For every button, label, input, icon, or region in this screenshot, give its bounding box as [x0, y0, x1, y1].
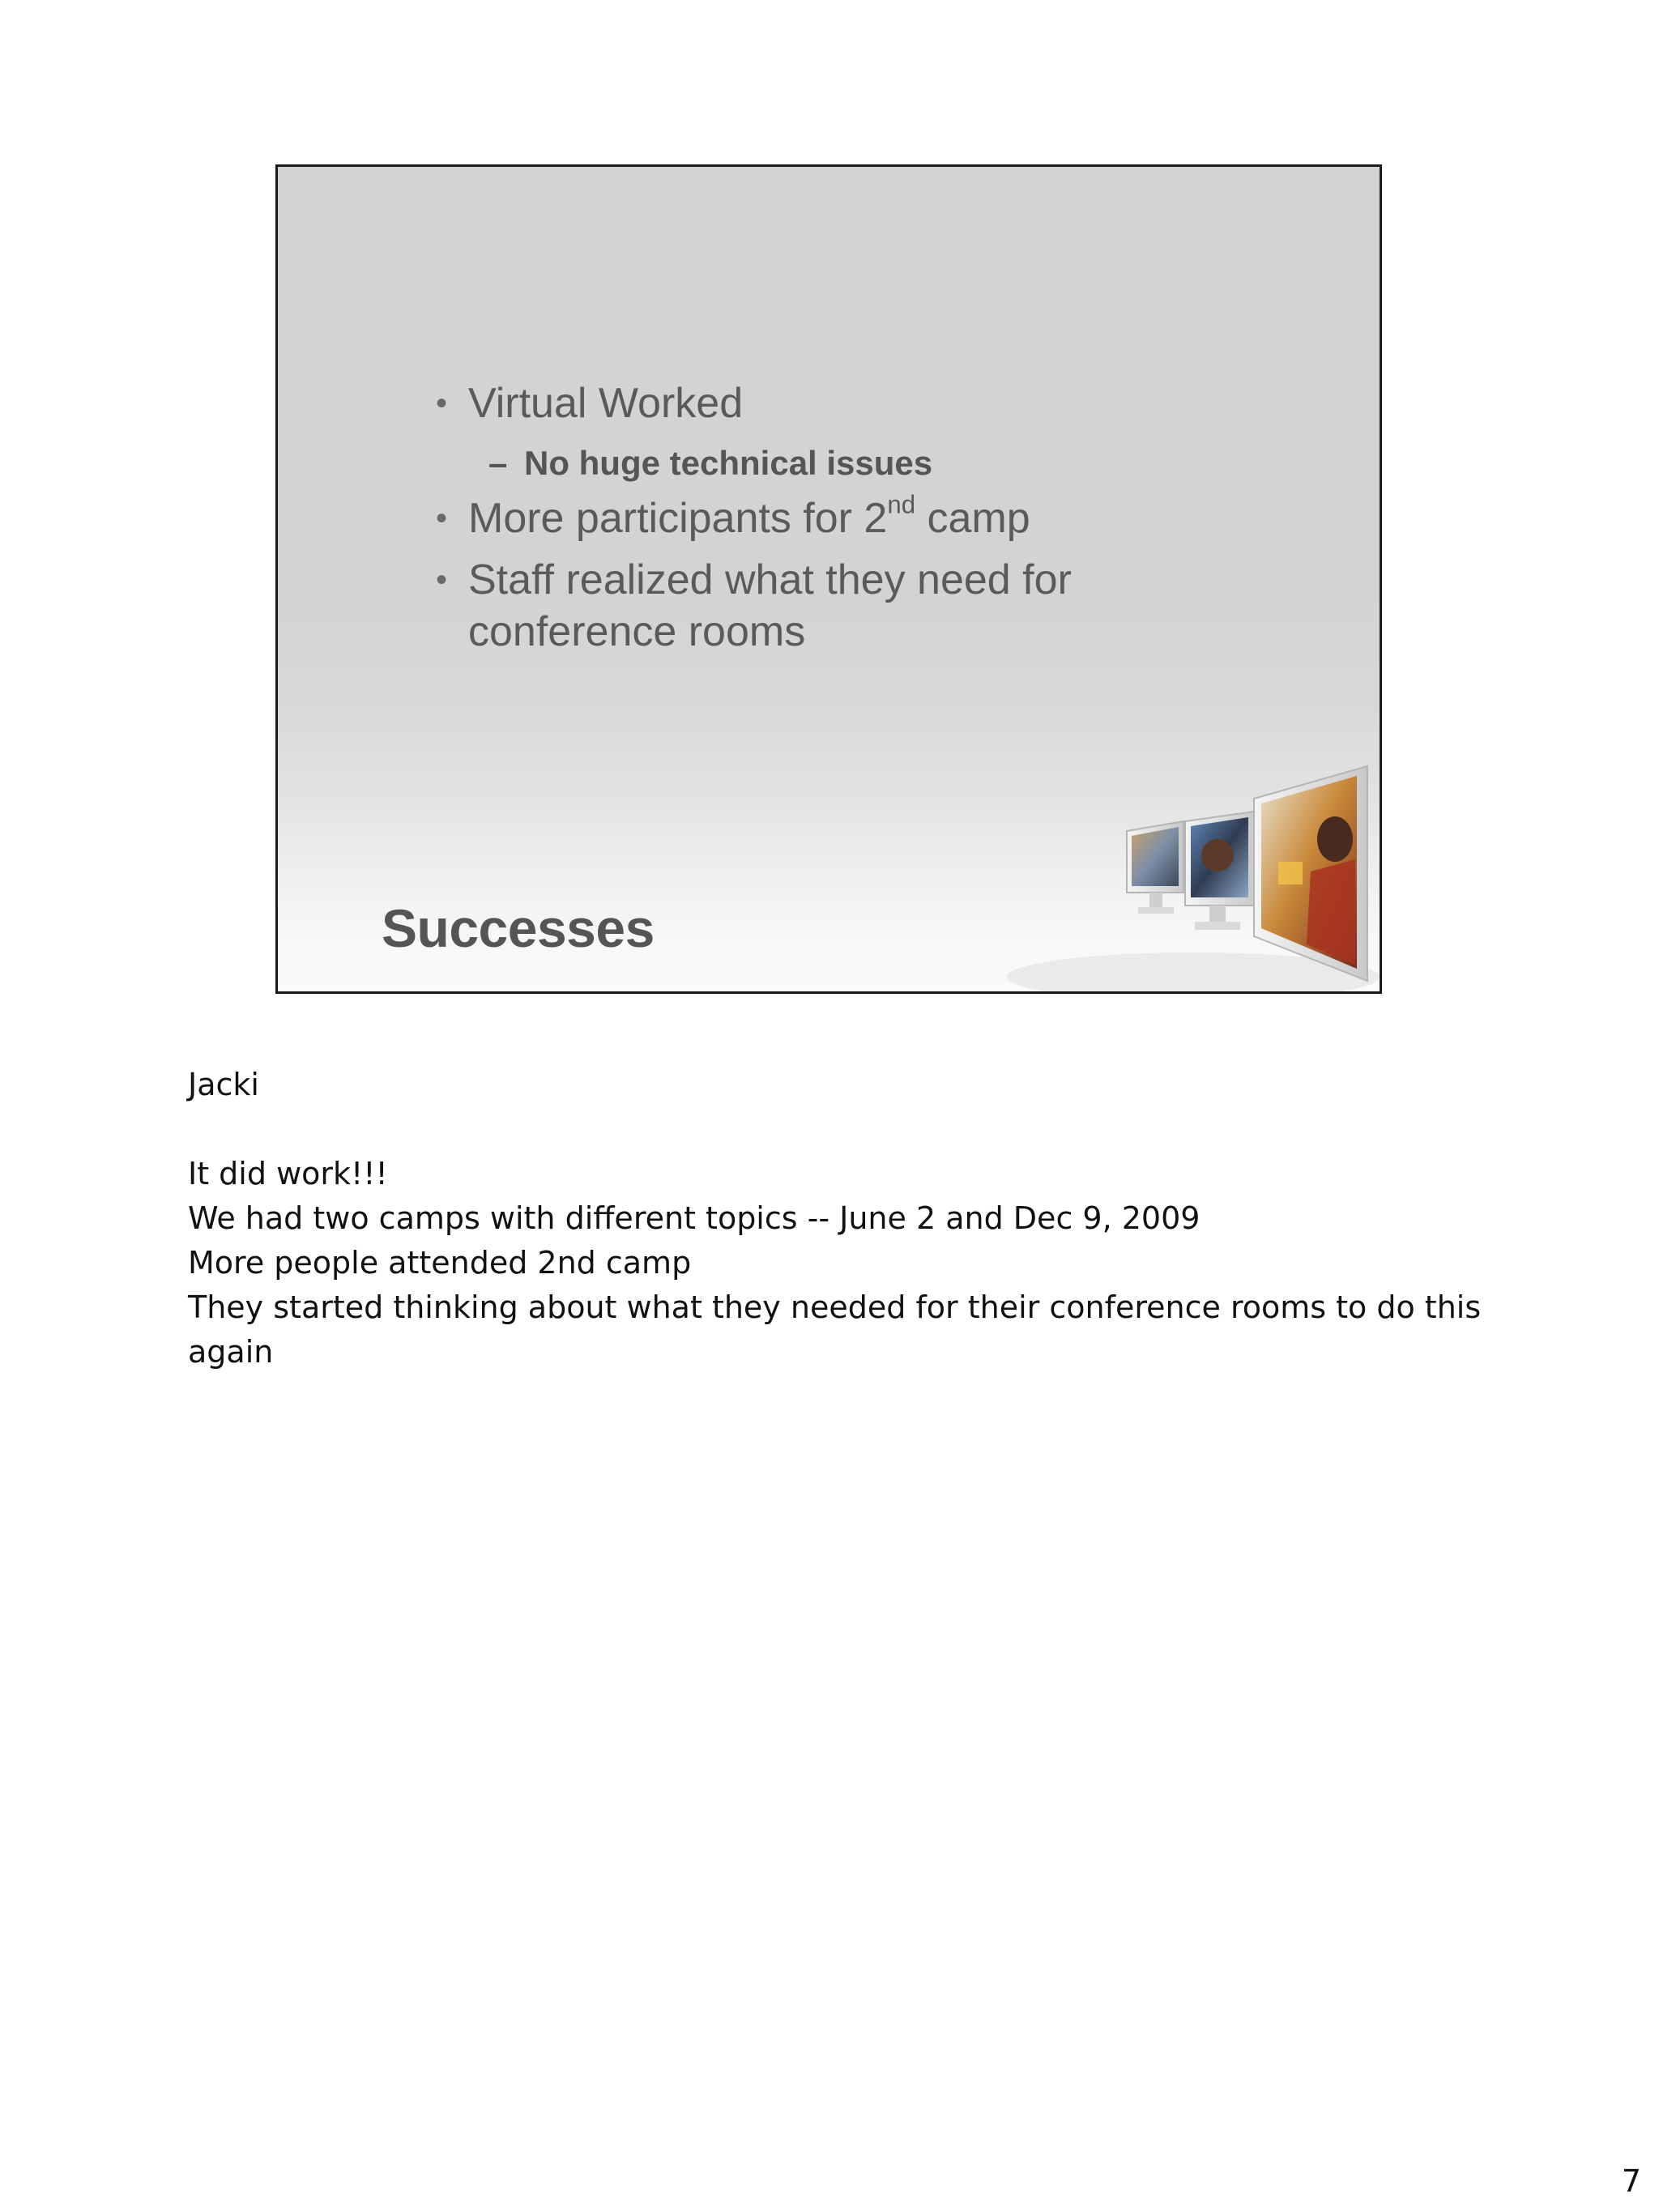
notes-line: It did work!!! [188, 1156, 388, 1191]
bullet-dot: • [436, 386, 448, 421]
bullet-text-line-2: conference rooms [468, 608, 806, 655]
bullet-dot: • [436, 562, 448, 598]
bullet-text-line-1: Staff realized what they need for [468, 556, 1072, 603]
sub-bullet-text: No huge technical issues [524, 444, 933, 482]
monitor-small [1127, 821, 1183, 914]
ordinal-suffix: nd [887, 490, 916, 519]
bullet-text-end: camp [915, 495, 1030, 542]
bullet-dot: • [436, 501, 448, 536]
slide-title: Successes [382, 898, 655, 958]
bullet-text-main: More participants for 2 [468, 495, 888, 542]
bullet-text: Virtual Worked [468, 380, 744, 427]
notes-speaker: Jacki [188, 1067, 259, 1102]
notes-line: More people attended 2nd camp [188, 1245, 692, 1281]
page-number: 7 [1621, 2163, 1641, 2199]
notes-line: They started thinking about what they needed for their conference rooms to do this [188, 1289, 1482, 1325]
monitor-large [1254, 766, 1367, 981]
slide-thumbnail [275, 164, 1382, 994]
notes-line: again [188, 1334, 274, 1370]
monitor-medium [1185, 812, 1254, 930]
monitors-illustration [278, 167, 1382, 994]
sub-bullet-dash: – [488, 444, 508, 482]
notes-line: We had two camps with different topics -- June 2 and Dec 9, 2009 [188, 1200, 1201, 1236]
